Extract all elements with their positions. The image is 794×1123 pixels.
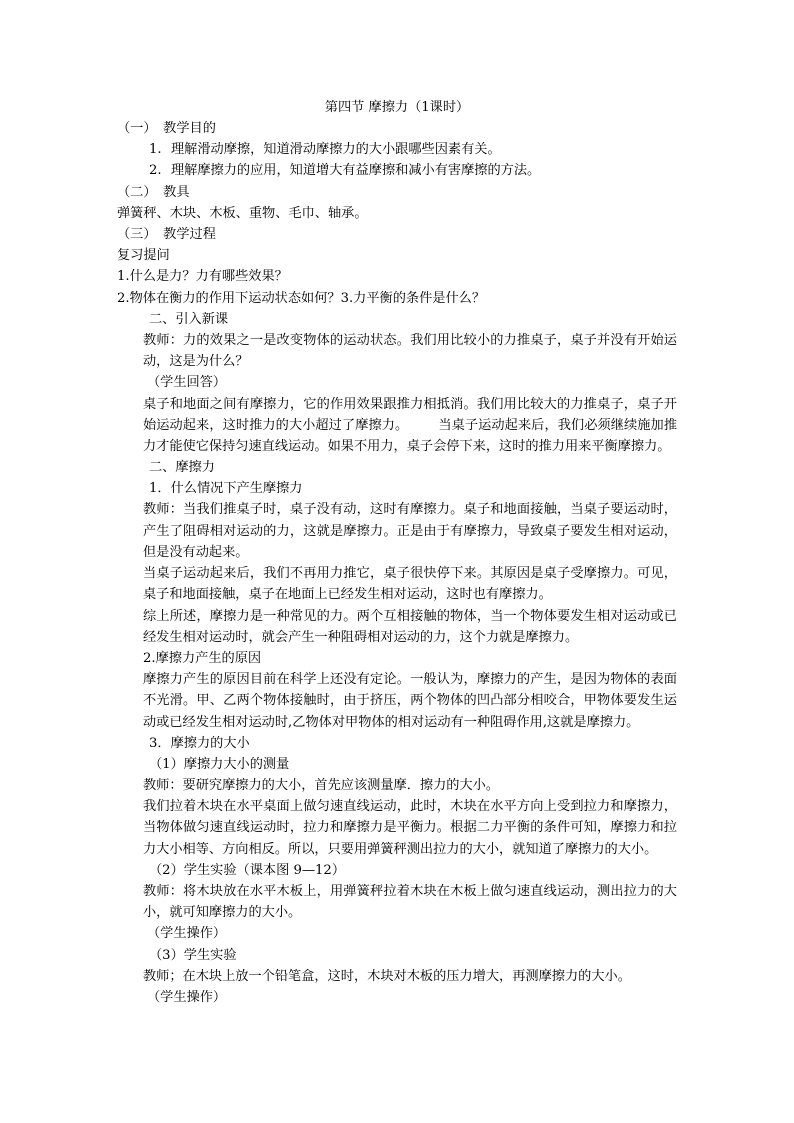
objective-number: 1.	[149, 142, 162, 158]
student-operation-note: （学生操作）	[147, 990, 227, 1006]
friction-paragraph-7: 教师：将木块放在水平木板上，用弹簧秤拉着木块在木板上做匀速直线运动，测出拉力的大小，就可知摩擦力的大小。	[143, 884, 677, 921]
friction-paragraph-2: 当桌子运动起来后，我们不再用力推它，桌子很快停下来。其原因是桌子受摩擦力。可见，桌子和地面接触，桌子在地面上已经发生相对运动，这时也有摩擦力。	[143, 566, 677, 603]
friction-subheading-3c: （3）学生实验	[149, 947, 237, 963]
document-body	[117, 97, 677, 1008]
student-answer-note: （学生回答）	[147, 375, 227, 391]
section-heading-objectives: （一） 教学目的	[117, 121, 216, 136]
intro-paragraph-2b: 当桌子运动起来后，我们必须继续施加推力才能使它保持匀速直线运动。如果不用力，桌子会停下来，这时的推力用来平衡摩擦力。	[143, 417, 678, 454]
friction-paragraph-9: 教师；在木块上放一个铅笔盒，这时，木块对木板的压力增大，再测摩擦力的大小。	[143, 968, 631, 984]
friction-subheading-1: 1．什么情况下产生摩擦力	[149, 481, 303, 497]
tools-list: 弹簧秤、木块、木板、重物、毛巾、轴承。	[117, 205, 368, 221]
friction-paragraph-1: 教师：当我们推桌子时，桌子没有动，这时有摩擦力。桌子和地面接触，当桌子要运动时，产生了阻碍相对运动的力，这就是摩擦力。正是由于有摩擦力，导致桌子要发生相对运动，但是没有动起来。	[143, 502, 677, 560]
friction-heading: 二、摩擦力	[149, 460, 215, 476]
page-title: 第四节 摩擦力（1课时）	[324, 100, 470, 115]
intro-heading: 二、引入新课	[149, 311, 229, 327]
section-heading-tools: （二） 教具	[117, 184, 190, 200]
review-question-1: 1.什么是力？力有哪些效果？	[117, 269, 288, 285]
objective-text: 理解滑动摩擦，知道滑动摩擦力的大小跟哪些因素有关。	[171, 142, 501, 158]
friction-paragraph-5: 教师：要研究摩擦力的大小，首先应该测量摩．擦力的大小。	[143, 778, 500, 794]
objective-number: 2.	[149, 163, 162, 179]
intro-paragraph-2	[117, 394, 677, 458]
intro-paragraph-2a: 桌子和地面之间有摩擦力，它的作用效果跟推力相抵消。我们用比较大的力推桌子，桌子开始运动起来，这时推力的大小超过了摩擦力。	[143, 396, 677, 433]
objective-item	[117, 160, 677, 181]
review-question-2: 2.物体在衡力的作用下运动状态如何？3.力平衡的条件是什么？	[117, 290, 486, 306]
review-heading: 复习提问	[117, 248, 170, 264]
friction-subheading-3a: （1）摩擦力大小的测量	[149, 756, 290, 772]
student-operation-note: （学生操作）	[147, 926, 227, 942]
friction-subheading-3: 3．摩擦力的大小	[149, 735, 250, 751]
friction-paragraph-3: 综上所述，摩擦力是一种常见的力。两个互相接触的物体，当一个物体要发生相对运动或已经发生相对运动时，就会产生一种阻碍相对运动的力，这个力就是摩擦力。	[143, 608, 677, 645]
intro-paragraph-1: 教师：力的效果之一是改变物体的运动状态。我们用比较小的力推桌子，桌子并没有开始运动，这是为什么？	[143, 332, 677, 370]
friction-subheading-3b: （2）学生实验（课本图 9—12）	[149, 862, 346, 878]
objective-text: 理解摩擦力的应用，知道增大有益摩擦和减小有害摩擦的方法。	[171, 163, 541, 179]
objective-item	[117, 139, 677, 160]
friction-paragraph-6: 我们拉着木块在水平桌面上做匀速直线运动，此时，木块在水平方向上受到拉力和摩擦力，当物体做匀速直线运动时，拉力和摩擦力是平衡力。根据二力平衡的条件可知，摩擦力和拉力大小相等、方向相反。所以，只要用弹簧秤测出拉力的大小，就知道了摩擦力的大小。	[143, 799, 677, 857]
friction-paragraph-4: 摩擦力产生的原因目前在科学上还没有定论。一般认为，摩擦力的产生，是因为物体的表面不光滑。甲、乙两个物体接触时，由于挤压，两个物体的凹凸部分相咬合，甲物体要发生运动或已经发生相对运动时,乙物体对甲物体的相对运动有一种阻碍作用,这就是摩擦力。	[143, 672, 677, 730]
section-heading-process: （三） 教学过程	[117, 226, 216, 242]
friction-subheading-2: 2.摩擦力产生的原因	[143, 650, 262, 666]
